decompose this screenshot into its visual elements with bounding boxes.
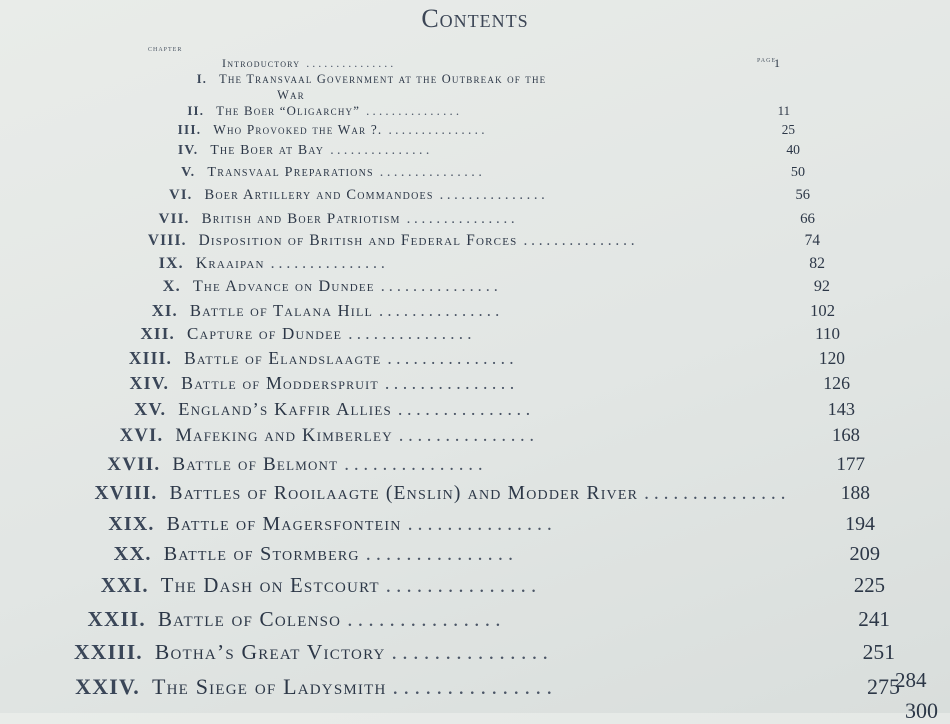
dot-leader: . . . . . . . . . . . . . . . — [388, 122, 485, 137]
toc-entry — [71, 575, 885, 598]
chapter-title: Mafeking and Kimberley — [175, 425, 393, 446]
chapter-number: XX. — [113, 543, 152, 565]
page-number: 82 — [809, 255, 825, 272]
chapter-title: Battle of Elandslaagte — [184, 348, 382, 368]
chapter-title: Botha’s Great Victory — [154, 640, 386, 664]
dot-leader: . . . . . . . . . . . . . . . — [392, 674, 553, 699]
toc-entry — [79, 513, 875, 536]
chapter-title: Battle of Magersfontein — [166, 513, 402, 535]
dot-leader: . . . . . . . . . . . . . . . — [523, 232, 635, 249]
chapter-title: Battles of Rooilaagte (Enslin) and Modder River — [169, 483, 639, 504]
chapter-number: X. — [162, 278, 181, 295]
dot-leader: . . . . . . . . . . . . . . . — [439, 187, 545, 203]
chapter-title: Introductory — [222, 56, 301, 70]
dot-leader: . . . . . . . . . . . . . . . — [344, 454, 483, 475]
dot-leader: . . . . . . . . . . . . . . . — [398, 425, 535, 446]
dot-leader: . . . . . . . . . . . . . . . — [397, 399, 531, 419]
toc-entry — [113, 278, 831, 296]
page-number: 50 — [790, 164, 805, 180]
page-number: 168 — [832, 425, 860, 446]
chapter-number: XXI. — [100, 575, 149, 597]
chapter-number: XIV. — [129, 373, 170, 393]
chapter-title: The Advance on Dundee — [192, 278, 375, 295]
page-number: 275 — [867, 674, 900, 699]
chapter-number: II. — [187, 104, 205, 118]
chapter-title: The Boer “Oligarchy” — [216, 104, 361, 118]
toc-entry — [75, 543, 880, 566]
chapter-title: Transvaal Preparations — [207, 164, 374, 180]
page-number: 66 — [800, 211, 815, 227]
chapter-number: XXII. — [87, 607, 146, 631]
chapter-number: I. — [196, 72, 208, 86]
toc-entry — [109, 301, 835, 321]
chapter-number: III. — [177, 122, 202, 137]
page-number: 1 — [774, 56, 780, 70]
toc-entry — [68, 607, 891, 632]
chapter-title: British and Boer Patriotism — [201, 211, 401, 227]
chapter-title: Battle of Modderspruit — [181, 373, 379, 393]
dot-leader: . . . . . . . . . . . . . . . — [407, 513, 552, 535]
toc-entry — [143, 104, 791, 119]
page-number: 188 — [840, 483, 870, 504]
toc-entry — [128, 187, 811, 204]
toc-entry — [135, 142, 800, 158]
chapter-number: XVI. — [119, 425, 164, 446]
page-number: 74 — [804, 232, 820, 249]
dot-leader: . . . . . . . . . . . . . . . — [270, 255, 385, 272]
dot-leader: . . . . . . . . . . . . . . . — [348, 324, 472, 343]
dot-leader: . . . . . . . . . . . . . . . — [330, 142, 430, 157]
chapter-title: Kraaipan — [195, 255, 265, 272]
chapter-number: XV. — [134, 399, 167, 419]
toc-entry — [146, 72, 785, 87]
dot-leader: . . . . . . . . . . . . . . . — [384, 373, 515, 393]
chapter-number: XXIV. — [75, 674, 140, 699]
chapter-number: XVII. — [107, 454, 161, 475]
page-number: 110 — [815, 324, 840, 343]
page-number: 102 — [810, 301, 835, 320]
toc-entry — [101, 348, 845, 369]
chapter-number: VI. — [169, 187, 193, 203]
dot-leader: . . . . . . . . . . . . . . . — [379, 164, 482, 180]
page-number: 11 — [777, 104, 790, 118]
chapter-title: England’s Kaffir Allies — [178, 399, 392, 419]
chapter-number: IX. — [158, 255, 184, 272]
page-number: 209 — [849, 543, 880, 565]
dot-leader: . . . . . . . . . . . . . . . — [365, 543, 514, 565]
page-number: 25 — [781, 122, 795, 137]
chapter-title: Disposition of British and Federal Forces — [198, 232, 518, 249]
toc-entry — [64, 640, 895, 665]
dot-leader: . . . . . . . . . . . . . . . — [644, 483, 786, 504]
page-number: 284 — [895, 668, 927, 692]
toc-entry — [90, 425, 860, 447]
dot-leader: . . . . . . . . . . . . . . . — [385, 575, 537, 597]
page-heading: Contents — [421, 4, 529, 33]
page-number: 241 — [858, 607, 890, 631]
chapter-title: The Boer at Bay — [210, 142, 325, 157]
toc-entry — [139, 122, 795, 138]
toc-entry — [83, 483, 871, 505]
page-column-label: page — [757, 55, 777, 64]
toc-entry — [124, 211, 815, 228]
page-number: 251 — [862, 640, 895, 664]
chapter-number: VIII. — [147, 232, 187, 249]
chapter-title: The Transvaal Government at the Outbreak of the — [219, 72, 547, 86]
chapter-number: VII. — [158, 211, 190, 227]
page-number: 126 — [823, 373, 850, 393]
chapter-title: Battle of Talana Hill — [189, 301, 374, 320]
chapter-number: IV. — [177, 142, 199, 157]
dot-leader: . . . . . . . . . . . . . . . — [306, 56, 394, 70]
page-number: 143 — [827, 399, 855, 419]
page-number: 225 — [853, 575, 885, 597]
toc-entry — [120, 232, 820, 250]
page-number: 300 — [905, 698, 938, 723]
dot-leader: . . . . . . . . . . . . . . . — [380, 278, 498, 295]
page-number: 92 — [813, 278, 830, 295]
chapter-number: XII. — [140, 324, 175, 343]
chapter-title: Who Provoked the War ?. — [213, 122, 383, 137]
toc-entry — [116, 255, 825, 273]
page-number: 120 — [818, 348, 845, 368]
chapter-title: Battle of Colenso — [157, 607, 342, 631]
toc-entry — [131, 164, 805, 181]
chapter-title: Battle of Belmont — [172, 454, 339, 475]
chapter-column-label: chapter — [148, 44, 183, 53]
dot-leader: . . . . . . . . . . . . . . . — [391, 640, 548, 664]
chapter-number: V. — [181, 164, 196, 180]
dot-leader: . . . . . . . . . . . . . . . — [379, 301, 500, 320]
toc-entry — [105, 324, 840, 344]
chapter-title: The Siege of Ladysmith — [152, 674, 387, 699]
toc-entry — [150, 56, 780, 71]
chapter-title-continuation: War — [277, 88, 305, 102]
chapter-title: The Dash on Estcourt — [160, 575, 380, 597]
page-number: 56 — [795, 187, 810, 203]
chapter-title: Boer Artillery and Commandoes — [204, 187, 434, 203]
toc-entry — [60, 674, 900, 700]
chapter-number: XIII. — [128, 348, 173, 368]
toc-entry — [86, 454, 865, 476]
chapter-title: Capture of Dundee — [187, 324, 343, 343]
chapter-number: XI. — [151, 301, 178, 320]
page-number: 194 — [845, 513, 875, 535]
dot-leader: . . . . . . . . . . . . . . . — [347, 607, 501, 631]
toc-entry — [94, 399, 855, 420]
dot-leader: . . . . . . . . . . . . . . . — [366, 104, 460, 118]
chapter-number: XXIII. — [73, 640, 143, 664]
dot-leader: . . . . . . . . . . . . . . . — [387, 348, 514, 368]
chapter-title: Battle of Stormberg — [163, 543, 360, 565]
dot-leader: . . . . . . . . . . . . . . . — [406, 211, 515, 227]
toc-entry — [98, 373, 851, 394]
page-number: 177 — [836, 454, 865, 475]
page-number: 40 — [786, 142, 800, 157]
chapter-number: XIX. — [108, 513, 155, 535]
chapter-number: XVIII. — [94, 483, 158, 504]
